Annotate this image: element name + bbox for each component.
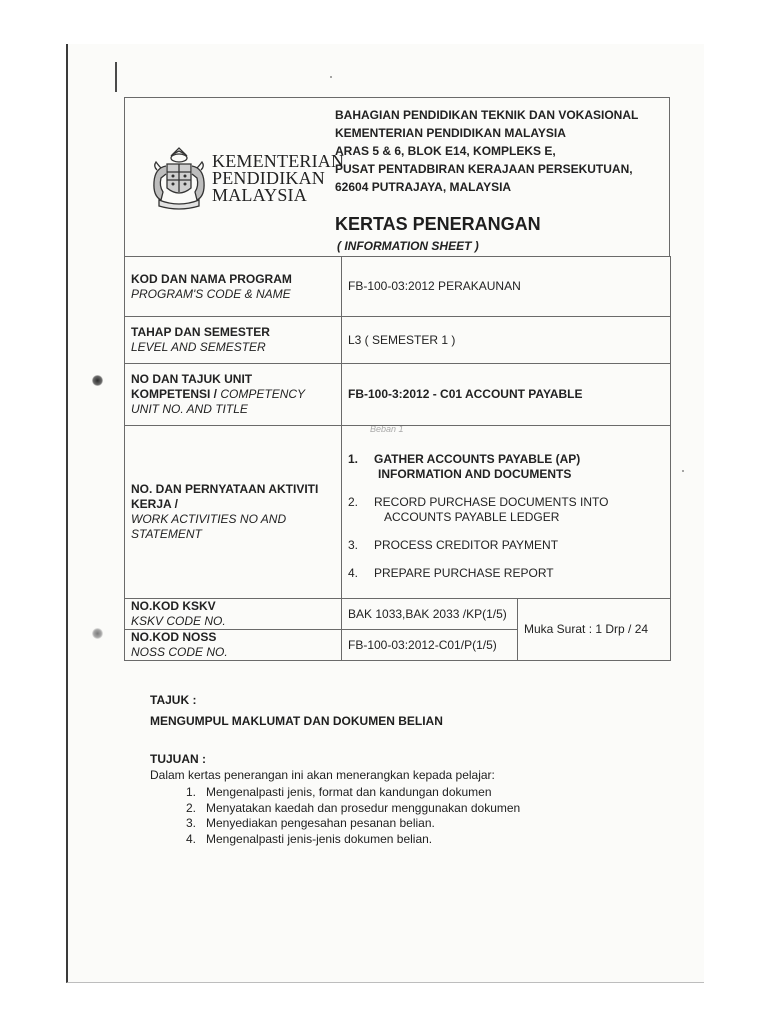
tajuk-label: TAJUK : bbox=[150, 693, 197, 707]
level-value-cell bbox=[342, 317, 671, 364]
activities-value-cell bbox=[342, 426, 671, 599]
unit-label-italic: COMPETENCY bbox=[220, 387, 306, 401]
info-table bbox=[124, 256, 671, 661]
punch-hole bbox=[92, 628, 103, 639]
noss-label: NO.KOD NOSS bbox=[131, 630, 217, 644]
activities-label-en: WORK ACTIVITIES NO AND STATEMENT bbox=[131, 512, 287, 541]
level-label-cell bbox=[125, 317, 342, 364]
scan-speck bbox=[682, 470, 684, 472]
noss-value: FB-100-03:2012-C01/P(1/5) bbox=[348, 637, 497, 652]
unit-label-line2 bbox=[131, 387, 335, 402]
page-info-cell bbox=[518, 599, 671, 661]
document-subtitle: ( INFORMATION SHEET ) bbox=[337, 239, 479, 253]
address-line: ARAS 5 & 6, BLOK E14, KOMPLEKS E, bbox=[335, 144, 556, 158]
ministry-logo-text bbox=[212, 153, 344, 204]
ministry-line: PENDIDIKAN bbox=[212, 168, 325, 188]
table-row bbox=[125, 364, 671, 426]
level-label-en: LEVEL AND SEMESTER bbox=[131, 340, 266, 354]
table-row bbox=[125, 317, 671, 364]
item-number: 2. bbox=[186, 800, 197, 815]
list-item bbox=[186, 785, 520, 801]
list-item bbox=[186, 801, 520, 817]
activity-text: PREPARE PURCHASE REPORT bbox=[374, 565, 554, 580]
address-line: BAHAGIAN PENDIDIKAN TEKNIK DAN VOKASIONAL bbox=[335, 108, 639, 122]
program-value: FB-100-03:2012 PERAKAUNAN bbox=[348, 279, 521, 293]
activities-list bbox=[348, 452, 664, 581]
kskv-value: BAK 1033,BAK 2033 /KP(1/5) bbox=[348, 606, 507, 621]
ministry-line: MALAYSIA bbox=[212, 185, 307, 205]
item-number: 2. bbox=[348, 494, 359, 509]
item-number: 3. bbox=[186, 816, 197, 830]
kskv-label-en: KSKV CODE NO. bbox=[131, 614, 226, 628]
objective-text: Mengenalpasti jenis, format dan kandungan dokumen bbox=[206, 785, 492, 799]
program-label-en: PROGRAM'S CODE & NAME bbox=[131, 286, 291, 301]
item-number: 3. bbox=[348, 537, 359, 552]
noss-label-en: NOSS CODE NO. bbox=[131, 645, 228, 659]
item-number: 1. bbox=[186, 785, 197, 799]
unit-label: NO DAN TAJUK UNIT bbox=[131, 372, 253, 386]
activity-text: GATHER ACCOUNTS PAYABLE (AP) bbox=[374, 451, 581, 466]
scan-speck bbox=[330, 76, 332, 78]
objectives-list bbox=[186, 785, 520, 847]
objective-text: Mengenalpasti jenis-jenis dokumen belian. bbox=[206, 831, 433, 846]
noss-label-cell bbox=[125, 630, 342, 661]
objective-text: Menyatakan kaedah dan prosedur menggunakan dokumen bbox=[206, 800, 521, 815]
unit-value: FB-100-3:2012 - C01 ACCOUNT PAYABLE bbox=[348, 387, 583, 401]
unit-label-cell bbox=[125, 364, 342, 426]
item-number: 4. bbox=[186, 831, 197, 846]
list-item bbox=[348, 538, 664, 553]
unit-label-bold: KOMPETENSI / bbox=[131, 387, 218, 401]
coat-of-arms-icon bbox=[149, 146, 209, 214]
table-row bbox=[125, 426, 671, 599]
kskv-label: NO.KOD KSKV bbox=[131, 599, 216, 613]
list-item bbox=[186, 832, 520, 848]
list-item bbox=[348, 566, 664, 581]
level-label: TAHAP DAN SEMESTER bbox=[131, 325, 270, 339]
unit-label-en: UNIT NO. AND TITLE bbox=[131, 402, 248, 416]
noss-value-cell bbox=[342, 630, 518, 661]
punch-hole bbox=[92, 375, 103, 386]
level-value: L3 ( SEMESTER 1 ) bbox=[348, 332, 456, 347]
unit-value-cell bbox=[342, 364, 671, 426]
program-value-cell bbox=[342, 257, 671, 317]
list-item bbox=[348, 452, 664, 482]
scan-mark bbox=[115, 62, 117, 92]
objective-text: Menyediakan pengesahan pesanan belian. bbox=[206, 816, 435, 830]
tujuan-intro: Dalam kertas penerangan ini akan menerangkan kepada pelajar: bbox=[150, 768, 495, 782]
document-title: KERTAS PENERANGAN bbox=[335, 214, 541, 234]
page-info: Muka Surat : 1 Drp / 24 bbox=[524, 622, 649, 636]
tajuk-value: MENGUMPUL MAKLUMAT DAN DOKUMEN BELIAN bbox=[150, 714, 443, 728]
activity-text: ACCOUNTS PAYABLE LEDGER bbox=[384, 509, 560, 524]
activity-text: PROCESS CREDITOR PAYMENT bbox=[374, 537, 559, 552]
document-header bbox=[124, 97, 670, 257]
address-line: PUSAT PENTADBIRAN KERAJAAN PERSEKUTUAN, bbox=[335, 162, 633, 176]
address-line: 62604 PUTRAJAYA, MALAYSIA bbox=[335, 180, 512, 194]
activities-label-cell bbox=[125, 426, 342, 599]
table-row bbox=[125, 257, 671, 317]
item-number: 1. bbox=[348, 451, 359, 466]
handwritten-note: Beban 1 bbox=[370, 424, 404, 434]
issuer-address bbox=[335, 106, 638, 196]
table-row bbox=[125, 599, 671, 630]
activity-text: RECORD PURCHASE DOCUMENTS INTO bbox=[374, 494, 609, 509]
list-item bbox=[348, 495, 664, 525]
activity-text: INFORMATION AND DOCUMENTS bbox=[378, 466, 572, 481]
program-label-cell bbox=[125, 257, 342, 317]
kskv-value-cell bbox=[342, 599, 518, 630]
item-number: 4. bbox=[348, 565, 359, 580]
kskv-label-cell bbox=[125, 599, 342, 630]
address-line: KEMENTERIAN PENDIDIKAN MALAYSIA bbox=[335, 126, 566, 140]
ministry-line: KEMENTERIAN bbox=[212, 151, 345, 171]
program-label: KOD DAN NAMA PROGRAM bbox=[131, 271, 292, 286]
tujuan-label: TUJUAN : bbox=[150, 752, 206, 766]
activities-label: NO. DAN PERNYATAAN AKTIVITI KERJA / bbox=[131, 482, 319, 511]
list-item bbox=[186, 816, 520, 832]
